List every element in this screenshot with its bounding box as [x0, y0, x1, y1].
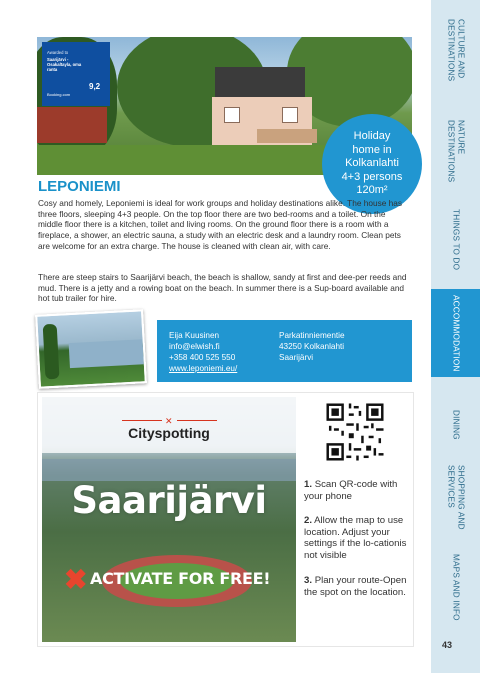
photo-shed — [37, 107, 107, 143]
beach-paragraph: There are steep stairs to Saarijärvi beach, the beach is shallow, sandy at first and dee-per reeds and mud. There is a jetty and a rowing boat on the beach. In summer there is a Sup-board available and hot tub trailer for hire. — [38, 272, 407, 304]
photo-window — [224, 107, 240, 123]
step-number: 1. — [304, 479, 313, 490]
award-rating: 9,2 — [89, 82, 101, 91]
contact-email[interactable]: info@elwish.fi — [169, 342, 220, 351]
photo-water — [69, 339, 144, 368]
booking-award-badge — [42, 42, 110, 106]
contact-box — [157, 320, 412, 382]
contact-column-address — [279, 330, 345, 363]
tab-accommodation[interactable] — [431, 289, 480, 377]
badge-line: home in — [352, 143, 392, 156]
decor-x-icon: ✕ — [165, 416, 173, 426]
award-brand: Booking.com — [47, 92, 71, 97]
tab-label: DINING — [451, 410, 461, 440]
badge-line: Holiday — [353, 130, 391, 143]
ad-town-name: Saarijärvi — [71, 479, 267, 522]
step-number: 3. — [304, 575, 313, 586]
photo-roof-solar — [215, 67, 305, 99]
tab-dining[interactable] — [431, 385, 480, 465]
step-text: Plan your route-Open the spot on the location. — [304, 575, 407, 598]
qr-code-icon[interactable] — [324, 401, 386, 463]
tab-label: SHOPPING AND SERVICES — [446, 465, 466, 530]
photo-window — [282, 107, 298, 123]
tab-maps-and-info[interactable] — [431, 545, 480, 630]
photo-deck — [257, 129, 317, 143]
contact-website-link[interactable]: www.leponiemi.eu/ — [169, 364, 238, 373]
tab-shopping-and-services[interactable] — [431, 455, 480, 540]
page-title: LEPONIEMI — [38, 178, 121, 195]
lake-photo — [35, 309, 147, 389]
award-heading: Awarded to — [47, 50, 69, 55]
photo-lake — [42, 459, 296, 481]
photo-tree — [43, 324, 60, 380]
contact-phone[interactable]: +358 400 525 550 — [169, 353, 236, 362]
tab-nature-destinations[interactable] — [431, 105, 480, 197]
badge-line: 120m² — [356, 184, 388, 197]
section-sidebar — [431, 0, 480, 673]
address-street: Parkatinniementie — [279, 331, 345, 340]
decor-line — [122, 420, 162, 421]
tab-label: CULTURE AND DESTINATIONS — [446, 18, 466, 82]
tab-label: MAPS AND INFO — [451, 554, 461, 621]
aerial-town-photo — [42, 397, 296, 642]
ad-cta[interactable]: ACTIVATE FOR FREE! — [90, 569, 271, 588]
cityspotting-ad — [37, 392, 414, 647]
badge-line: 4+3 persons — [341, 170, 403, 183]
step-number: 2. — [304, 515, 313, 526]
address-postal: 43250 Kolkanlahti — [279, 342, 345, 351]
ad-brand: Cityspotting — [128, 425, 210, 441]
description-paragraph: Cosy and homely, Leponiemi is ideal for work groups and holiday destinations alike. The house has three floors, sleeping 4+3 people. On the top floor there are two bed-rooms and a toilet. On the middle floor there is a kitchen, toilet and living rooms. On the ground floor there is a room with a fireplace, a shower, an electric sauna, a study with an electric desk and a laundry room. Clean pets are welcome for an extra charge. The house is cleaned with clean air, with care. — [38, 198, 403, 251]
step-3 — [304, 575, 409, 598]
award-name: Saarijärvi - Osakaltayla, oma ranta — [47, 57, 82, 72]
step-2 — [304, 515, 409, 561]
contact-name: Eija Kuusinen — [169, 331, 220, 340]
decor-line — [177, 420, 217, 421]
step-text: Scan QR-code with your phone — [304, 479, 398, 502]
page-number: 43 — [442, 640, 453, 650]
tab-label: ACCOMMODATION — [451, 294, 461, 372]
tab-label: THINGS TO DO — [451, 209, 461, 271]
step-text: Allow the map to use location. Adjust your settings if the lo-cationis not visible — [304, 515, 407, 561]
badge-line: Kolkanlahti — [345, 157, 399, 170]
tab-label: NATURE DESTINATIONS — [446, 119, 466, 183]
address-city: Saarijärvi — [279, 353, 314, 362]
contact-column-person — [169, 330, 237, 374]
step-1 — [304, 479, 409, 502]
x-mark-icon: ✖ — [64, 564, 88, 595]
tab-culture-destinations[interactable] — [431, 0, 480, 100]
tab-things-to-do[interactable] — [431, 200, 480, 280]
